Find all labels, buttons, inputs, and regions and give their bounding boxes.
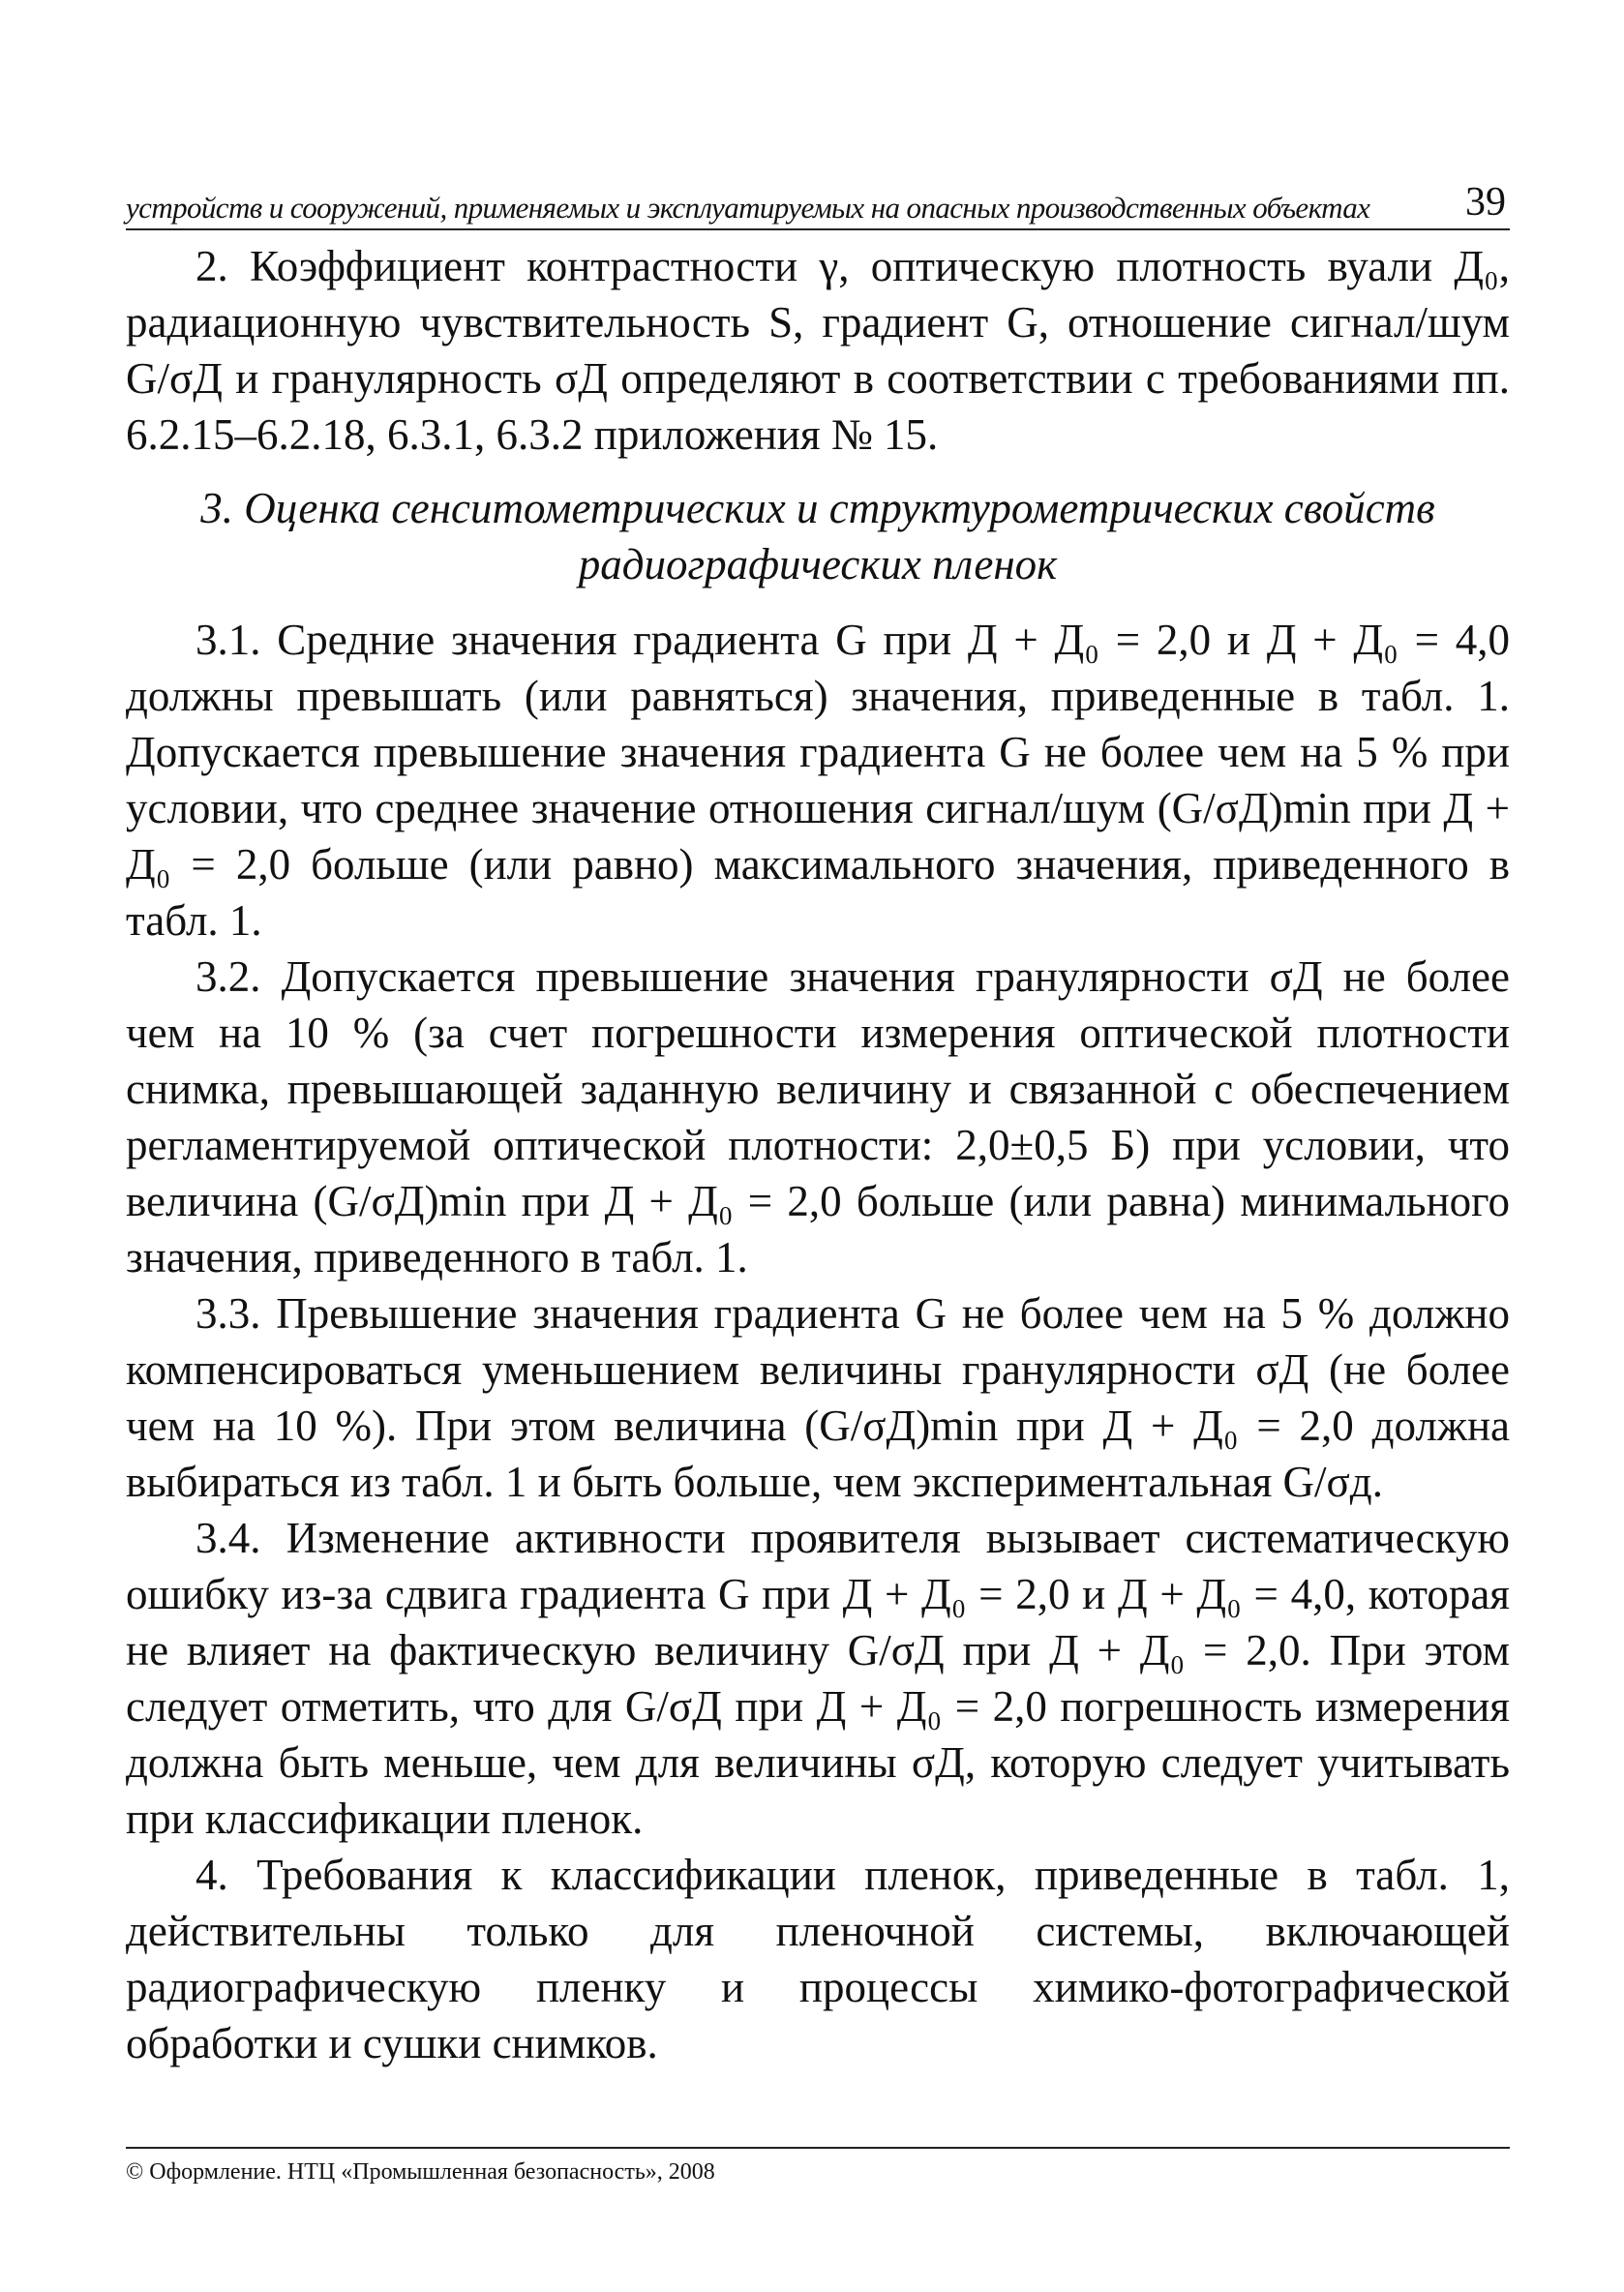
page-footer (126, 2147, 1510, 2186)
header-rule (126, 228, 1510, 230)
paragraph-3-4: 3.4. Изменение активности проявителя вызывает систематическую ошибку из-за сдвига градиента G при Д + Д₀ = 2,0 и Д + Д₀ = 4,0, которая не влияет на фактическую величину G/σД при Д + Д₀ = 2,0. При этом следует отметить, что для G/σД при Д + Д₀ = 2,0 погрешность измерения должна быть меньше, чем для величины σД, которую следует учитывать при классификации пленок. (126, 1514, 1510, 1843)
document-page (126, 165, 1510, 2071)
paragraph-3-3: 3.3. Превышение значения градиента G не более чем на 5 % должно компенсироваться уменьшением величины гранулярности σД (не более чем на 10 %). При этом величина (G/σД)min при Д + Д₀ = 2,0 должна выбираться из табл. 1 и быть больше, чем экспериментальная G/σд. (126, 1289, 1510, 1506)
paragraph-2: 2. Коэффициент контрастности γ, оптическую плотность вуали Д₀, радиационную чувствительность S, градиент G, отношение сигнал/шум G/σД и гранулярность σД определяют в соответствии с требованиями пп. 6.2.15–6.2.18, 6.3.1, 6.3.2 приложения № 15. (126, 242, 1510, 459)
section-3-heading: 3. Оценка сенситометрических и структурометрических свойств радиографических пленок (200, 484, 1435, 588)
paragraph-4: 4. Требования к классификации пленок, приведенные в табл. 1, действительны только для пленочной системы, включающей радиографическую пленку и процессы химико-фотографической обработки и сушки снимков. (126, 1851, 1510, 2067)
paragraph-3-2: 3.2. Допускается превышение значения гранулярности σД не более чем на 10 % (за счет погрешности измерения оптической плотности снимка, превышающей заданную величину и связанной с обеспечением регламентируемой оптической плотности: 2,0±0,5 Б) при условии, что величина (G/σД)min при Д + Д₀ = 2,0 больше (или равна) минимального значения, приведенного в табл. 1. (126, 952, 1510, 1282)
footer-rule (126, 2147, 1510, 2149)
footer-copyright: © Оформление. НТЦ «Промышленная безопасность», 2008 (126, 2159, 715, 2185)
paragraph-3-1: 3.1. Средние значения градиента G при Д + Д₀ = 2,0 и Д + Д₀ = 4,0 должны превышать (или равняться) значения, приведенные в табл. 1. Допускается превышение значения градиента G не более чем на 5 % при условии, что среднее значение отношения сигнал/шум (G/σД)min при Д + Д₀ = 2,0 больше (или равно) максимального значения, приведенного в табл. 1. (126, 616, 1510, 945)
running-header (126, 165, 1510, 223)
page-number: 39 (1465, 180, 1506, 225)
running-title: устройств и сооружений, применяемых и эксплуатируемых на опасных производственных объектах (126, 191, 1370, 225)
